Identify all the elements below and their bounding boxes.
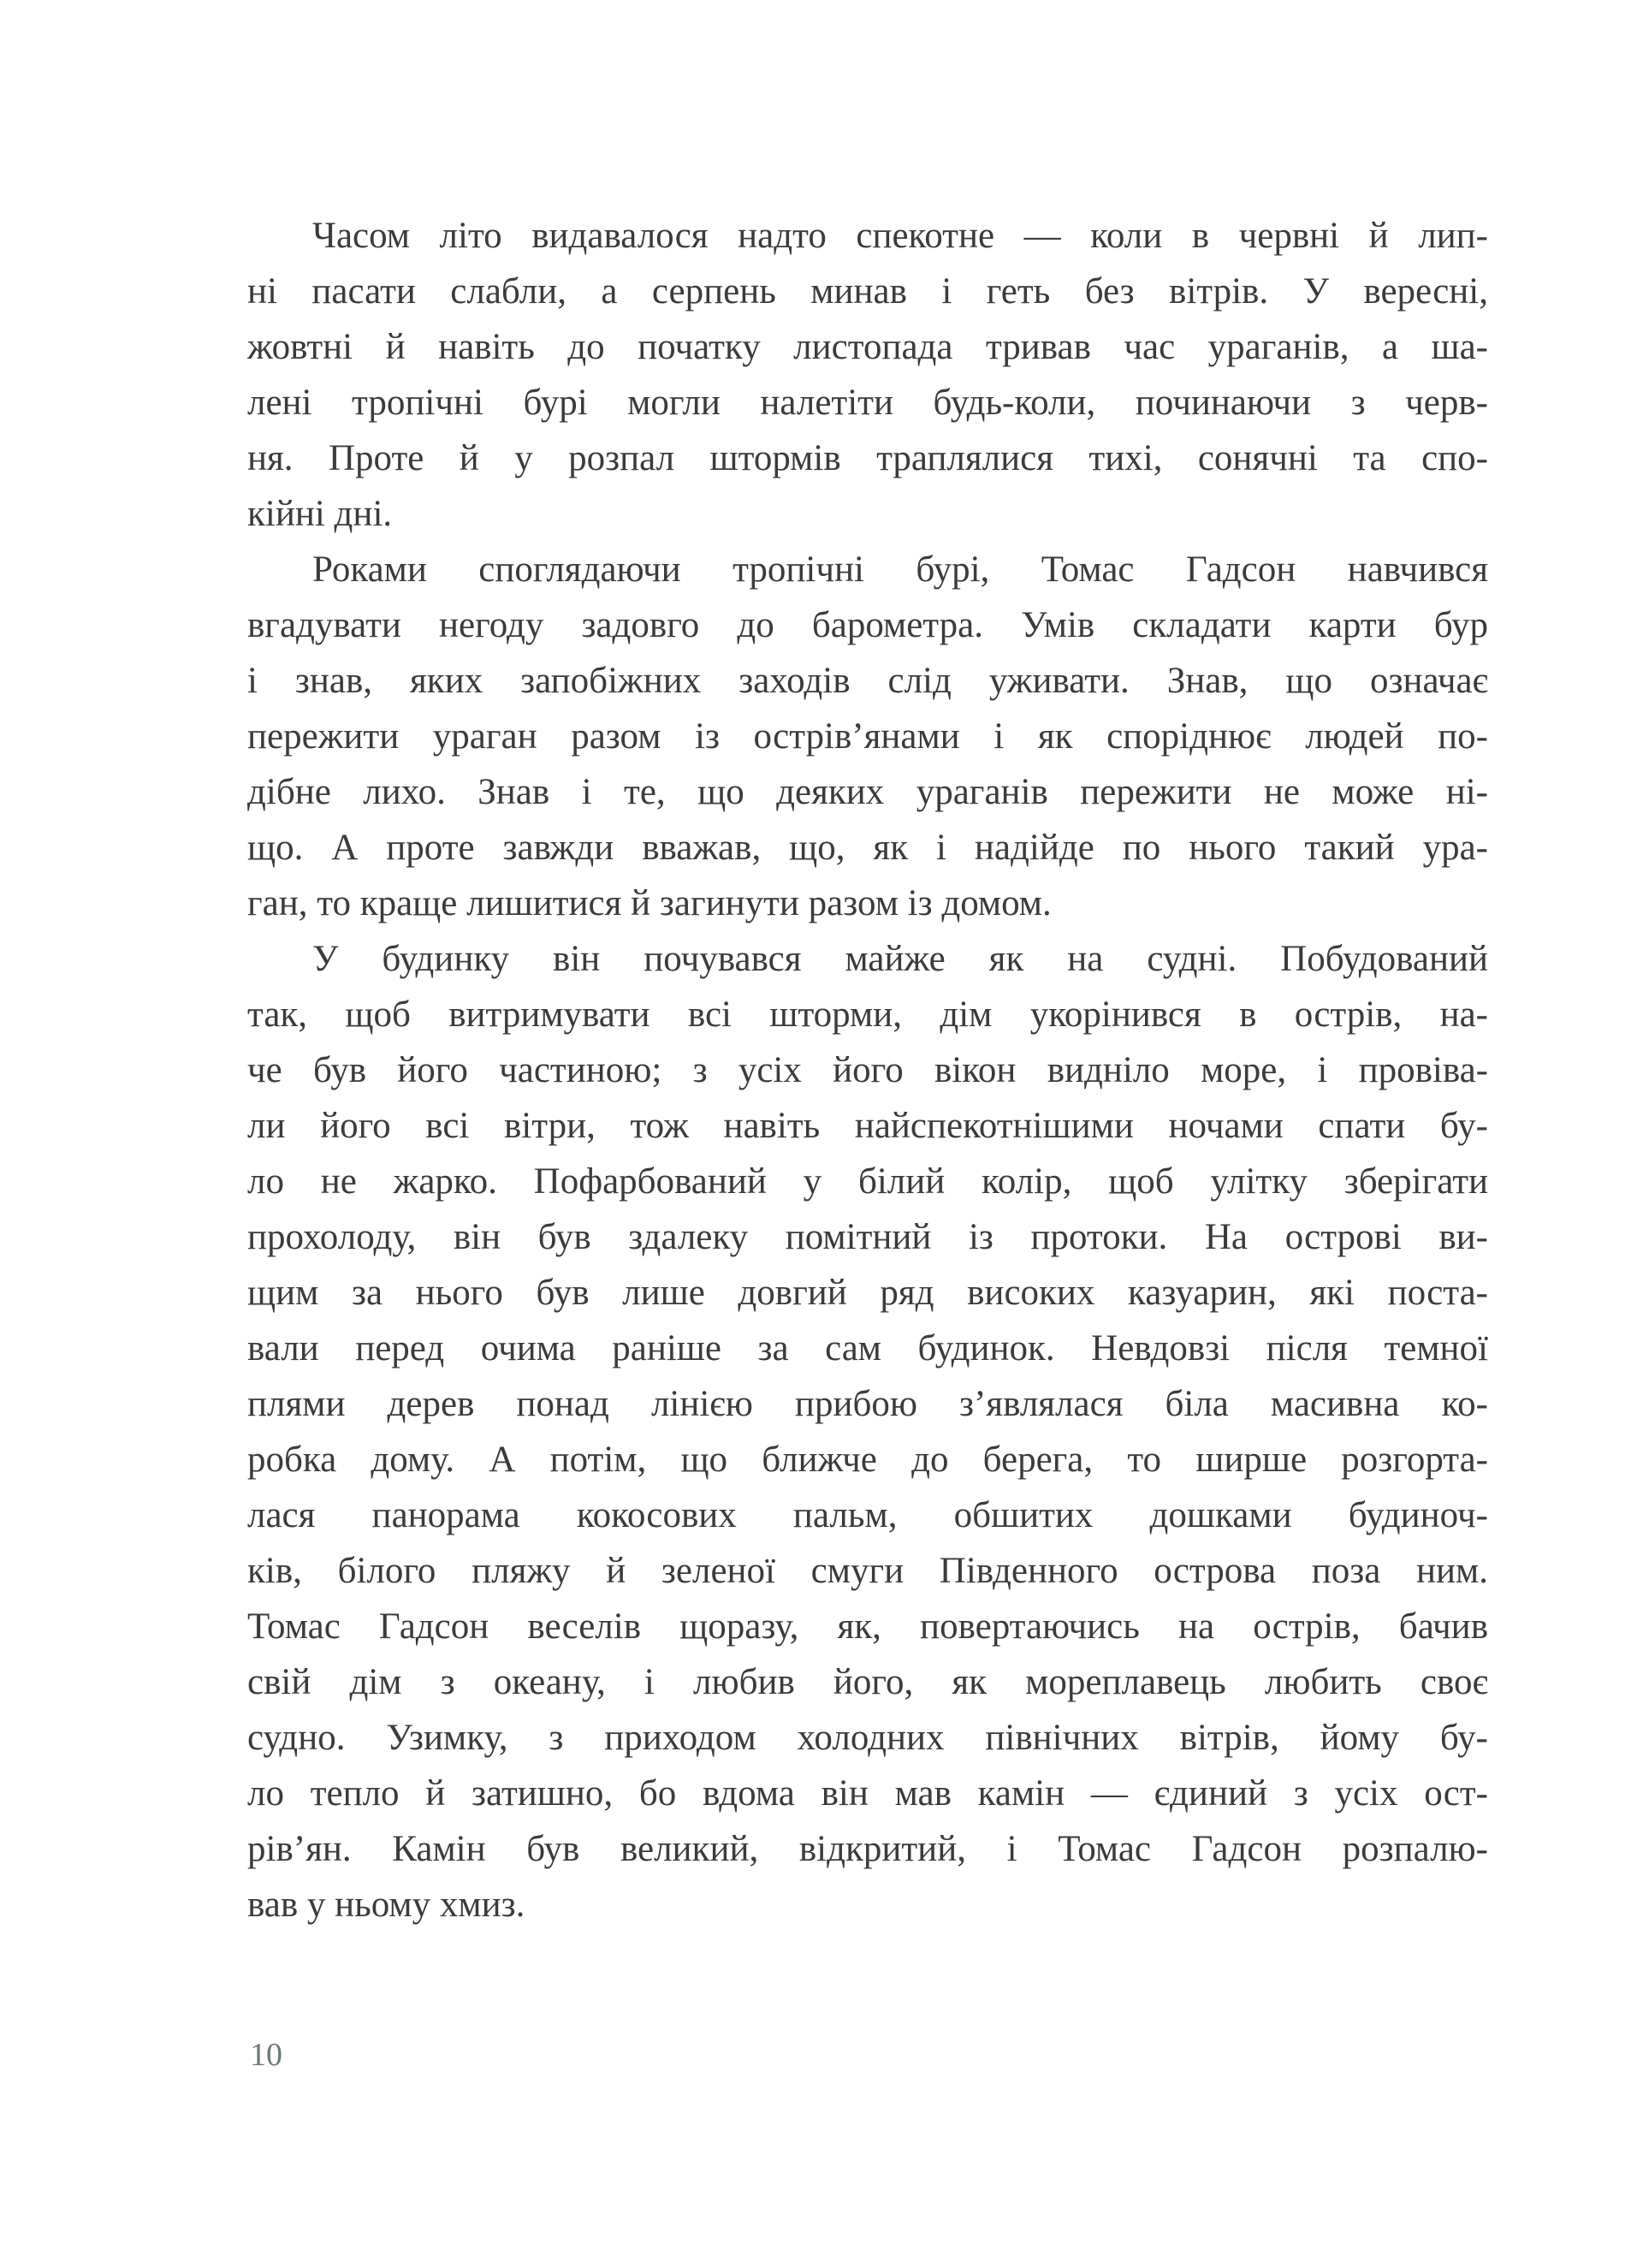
text-line: ків, білого пляжу й зеленої смуги Південного острова поза ним. (247, 1551, 1488, 1591)
paragraph (247, 542, 1488, 931)
text-line: плями дерев понад лінією прибою з’являлася біла масивна ко- (247, 1384, 1488, 1424)
text-line: ло тепло й затишно, бо вдома він мав камін — єдиний з усіх ост- (247, 1773, 1488, 1814)
text-line: свій дім з океану, і любив його, як мореплавець любить своє (247, 1662, 1488, 1702)
text-line: ган, то краще лишитися й загинути разом із домом. (247, 883, 1052, 923)
text-line: рів’ян. Камін був великий, відкритий, і Томас Гадсон розпалю- (247, 1829, 1488, 1869)
paragraph (247, 208, 1488, 542)
text-line: робка дому. А потім, що ближче до берега, то ширше розгорта- (247, 1440, 1488, 1480)
text-line: ли його всі вітри, тож навіть найспекотнішими ночами спати бу- (247, 1106, 1488, 1146)
text-line: так, щоб витримувати всі шторми, дім укорінився в острів, на- (247, 994, 1488, 1035)
page-number: 10 (250, 2037, 282, 2073)
text-line: кійні дні. (247, 494, 393, 534)
text-line: і знав, яких запобіжних заходів слід уживати. Знав, що означає (247, 661, 1488, 701)
text-line: ня. Проте й у розпал штормів траплялися тихі, сонячні та спо- (247, 438, 1488, 478)
text-line: вгадувати негоду задовго до барометра. Умів складати карти бур (247, 605, 1488, 645)
text-line: Роками споглядаючи тропічні бурі, Томас Гадсон навчився (312, 549, 1488, 590)
text-line: судно. Узимку, з приходом холодних північних вітрів, йому бу- (247, 1718, 1488, 1758)
text-line: че був його частиною; з усіх його вікон видніло море, і провіва- (247, 1050, 1488, 1090)
text-line: що. А проте завжди вважав, що, як і надійде по нього такий ура- (247, 828, 1488, 868)
text-line: пережити ураган разом із острів’янами і як споріднює людей по- (247, 716, 1488, 757)
text-line: лені тропічні бурі могли налетіти будь-коли, починаючи з черв- (247, 383, 1488, 423)
text-line: лася панорама кокосових пальм, обшитих дошками будиноч- (247, 1495, 1488, 1535)
text-line: прохолоду, він був здалеку помітний із протоки. На острові ви- (247, 1217, 1488, 1257)
text-line: вали перед очима раніше за сам будинок. Невдовзі після темної (247, 1328, 1488, 1369)
text-line: ло не жарко. Пофарбований у білий колір, щоб улітку зберігати (247, 1161, 1488, 1202)
body-text (247, 208, 1488, 1933)
text-line: щим за нього був лише довгий ряд високих казуарин, які поста- (247, 1273, 1488, 1313)
text-line: дібне лихо. Знав і те, що деяких ураганів пережити не може ні- (247, 772, 1488, 812)
text-line: жовтні й навіть до початку листопада тривав час ураганів, а ша- (247, 327, 1488, 367)
text-line: вав у ньому хмиз. (247, 1885, 525, 1925)
text-line: У будинку він почувався майже як на судні. Побудований (312, 939, 1488, 979)
text-line: Томас Гадсон веселів щоразу, як, повертаючись на острів, бачив (247, 1606, 1488, 1647)
paragraph (247, 931, 1488, 1933)
text-line: ні пасати слабли, а серпень минав і геть без вітрів. У вересні, (247, 271, 1488, 312)
text-line: Часом літо видавалося надто спекотне — коли в червні й лип- (312, 216, 1488, 256)
